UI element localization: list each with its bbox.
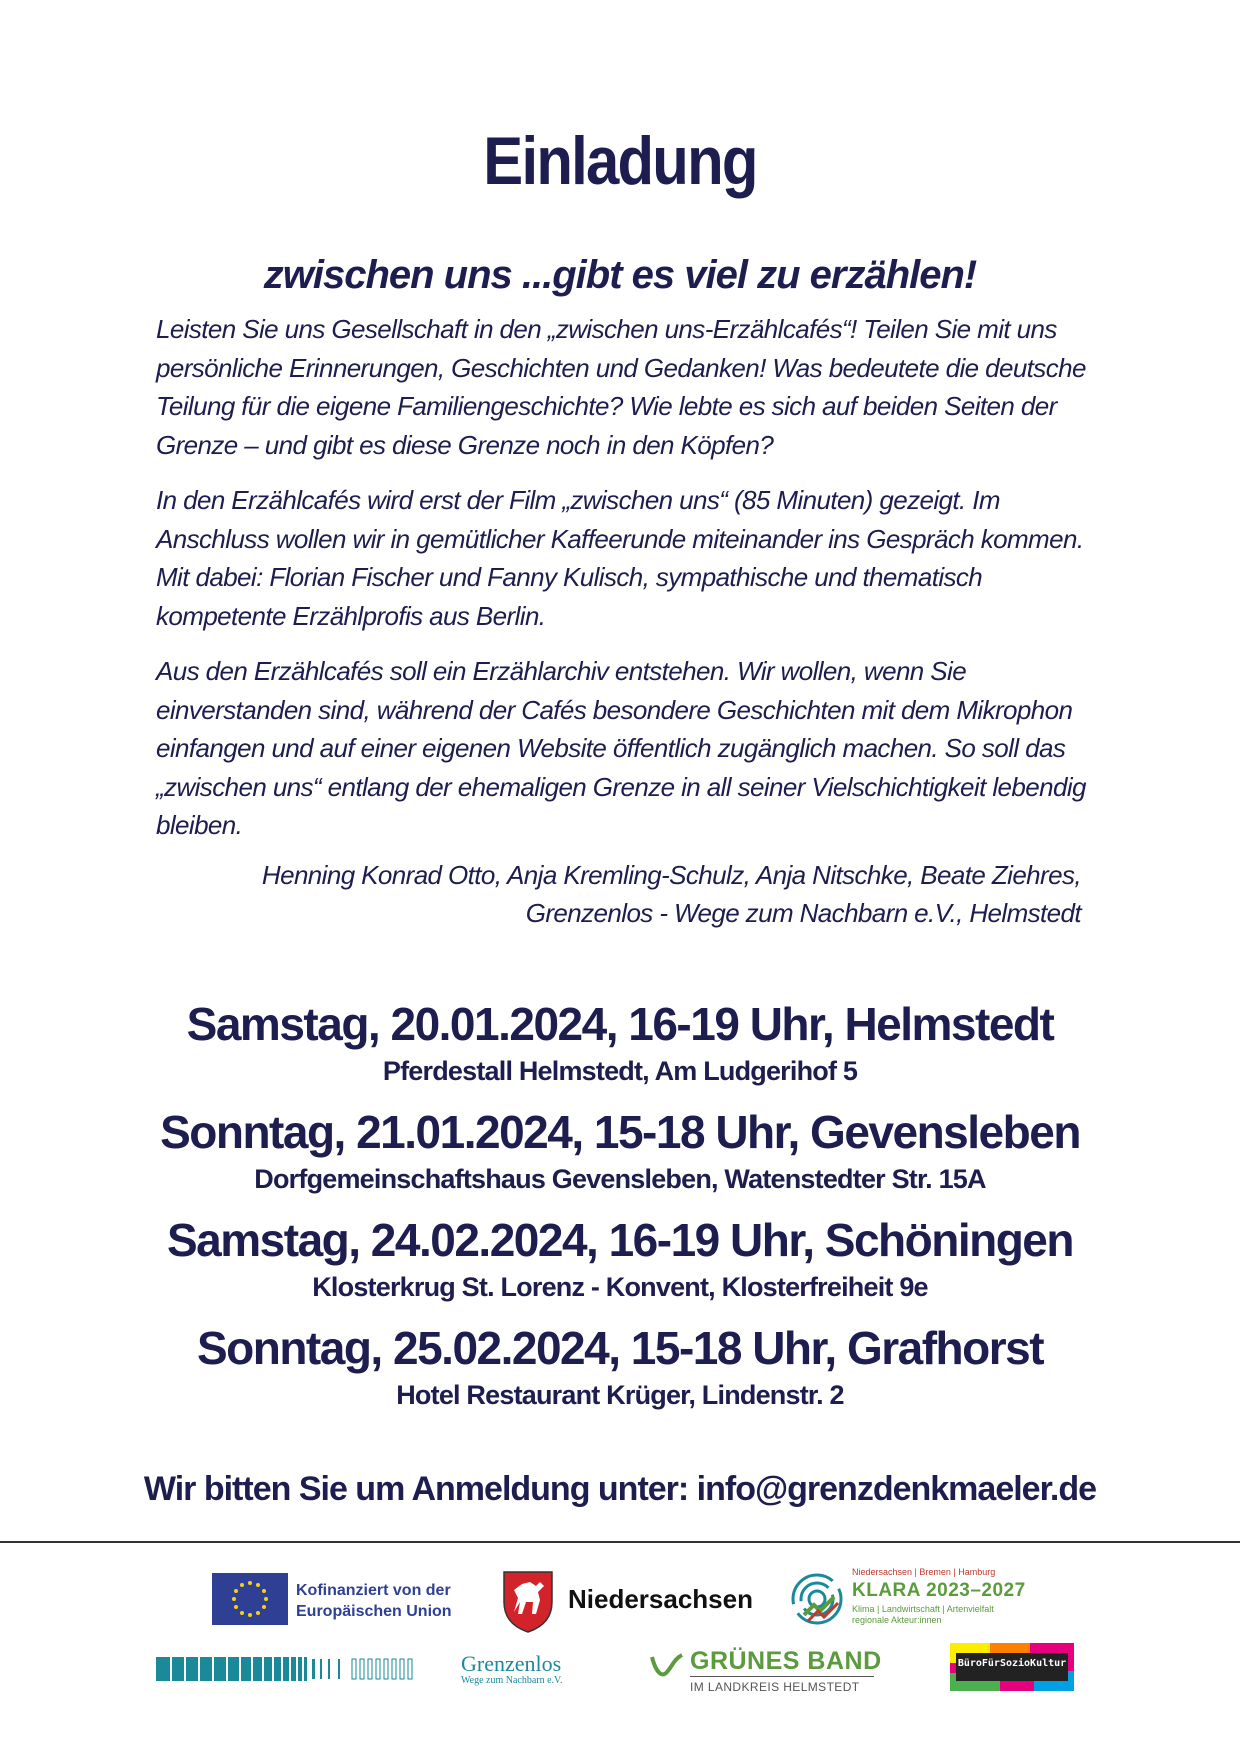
- event-heading: Samstag, 24.02.2024, 16-19 Uhr, Schöningen: [167, 1214, 1073, 1266]
- body-text: [156, 310, 1091, 862]
- page-title: Einladung: [483, 123, 757, 199]
- barcode-style-logo: [156, 1657, 422, 1681]
- footer-divider: [0, 1541, 1240, 1543]
- event-venue: Dorfgemeinschaftshaus Gevensleben, Watenstedter Str. 15A: [254, 1164, 986, 1194]
- klara-subtitle-line2: regionale Akteur:innen: [852, 1615, 942, 1625]
- gruenes-band-rule: [690, 1676, 874, 1677]
- signature-names: Henning Konrad Otto, Anja Kremling-Schulz, Anja Nitschke, Beate Ziehres,: [261, 860, 1081, 890]
- event-heading: Samstag, 20.01.2024, 16-19 Uhr, Helmstedt: [186, 998, 1054, 1050]
- klara-subtitle-line1: Klima | Landwirtschaft | Artenvielfalt: [852, 1604, 994, 1614]
- event-venue: Pferdestall Helmstedt, Am Ludgerihof 5: [382, 1056, 858, 1086]
- signature-organization: Grenzenlos - Wege zum Nachbarn e.V., Helmstedt: [525, 898, 1081, 928]
- klara-emblem-icon: [790, 1571, 844, 1627]
- eu-funding-line1: Kofinanziert von der: [296, 1582, 451, 1599]
- subtitle: zwischen uns ...gibt es viel zu erzählen!: [263, 253, 977, 297]
- grenzenlos-logo-subtitle: Wege zum Nachbarn e.V.: [461, 1675, 563, 1686]
- niedersachsen-crest-icon: [500, 1568, 556, 1634]
- paragraph-intro: Leisten Sie uns Gesellschaft in den „zwischen uns-Erzählcafés“! Teilen Sie mit uns persönliche Erinnerungen, Geschichten und Gedanken! Was bedeutete die deutsche Teilung für die eigene Familiengeschichte? Wie lebte es sich auf beiden Seiten der Grenze – und gibt es diese Grenze noch in den Köpfen?: [156, 314, 1086, 460]
- event-item: [0, 1320, 1240, 1414]
- event-venue: Klosterkrug St. Lorenz - Konvent, Klosterfreiheit 9e: [312, 1272, 928, 1302]
- klara-subtitle: [852, 1604, 1022, 1626]
- klara-region: Niedersachsen | Bremen | Hamburg: [852, 1567, 996, 1577]
- event-venue: Hotel Restaurant Krüger, Lindenstr. 2: [396, 1380, 844, 1410]
- eu-funding-text: [296, 1580, 452, 1622]
- event-list: [0, 996, 1240, 1428]
- registration-note: Wir bitten Sie um Anmeldung unter: info@grenzdenkmaeler.de: [143, 1470, 1097, 1508]
- grenzenlos-logo-name: Grenzenlos: [461, 1651, 562, 1676]
- gruenes-band-mark-icon: [650, 1653, 684, 1679]
- signature: [156, 856, 1081, 932]
- niedersachsen-wordmark: Niedersachsen: [568, 1584, 753, 1614]
- event-item: [0, 1212, 1240, 1306]
- klara-title: KLARA 2023–2027: [852, 1580, 1026, 1601]
- event-item: [0, 1104, 1240, 1198]
- event-heading: Sonntag, 25.02.2024, 15-18 Uhr, Grafhorst: [196, 1322, 1044, 1374]
- eu-funding-line2: Europäischen Union: [296, 1603, 452, 1620]
- gruenes-band-name: GRÜNES BAND: [690, 1647, 882, 1675]
- event-heading: Sonntag, 21.01.2024, 15-18 Uhr, Gevensleben: [160, 1106, 1080, 1158]
- paragraph-archive: Aus den Erzählcafés soll ein Erzählarchiv entstehen. Wir wollen, wenn Sie einverstanden sind, während der Cafés besondere Geschichten mit dem Mikrophon einfangen und auf einer eigenen Website öffentlich zugänglich machen. So soll das „zwischen uns“ entlang der ehemaligen Grenze in all seiner Vielschichtigkeit lebendig bleiben.: [156, 656, 1086, 840]
- paragraph-film: In den Erzählcafés wird erst der Film „zwischen uns“ (85 Minuten) gezeigt. Im Anschluss wollen wir in gemütlicher Kaffeerunde miteinander ins Gespräch kommen. Mit dabei: Florian Fischer und Fanny Kulisch, sympathische und thematisch kompetente Erzählprofis aus Berlin.: [156, 485, 1084, 631]
- event-item: [0, 996, 1240, 1090]
- gruenes-band-subtitle: IM LANDKREIS HELMSTEDT: [690, 1680, 860, 1694]
- buero-logo-text: BüroFürSozioKultur: [957, 1658, 1067, 1669]
- eu-flag-icon: [212, 1573, 288, 1625]
